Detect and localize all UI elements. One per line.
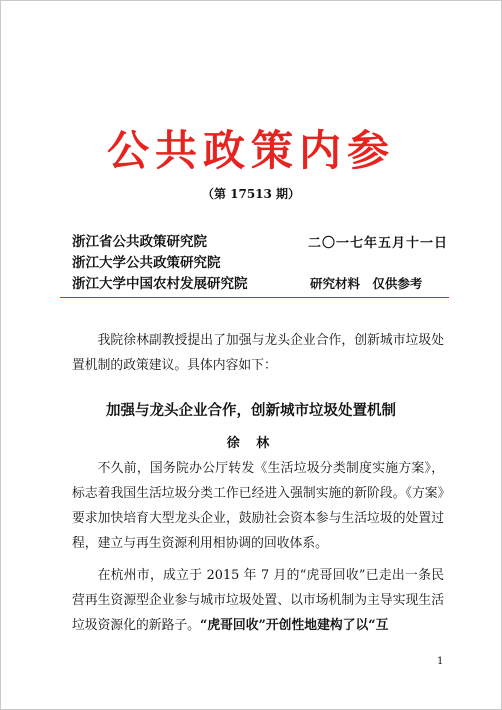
header-divider bbox=[60, 297, 449, 298]
publisher-org: 浙江大学中国农村发展研究院 bbox=[72, 276, 248, 292]
body-paragraph: 不久前，国务院办公厅转发《生活垃圾分类制度实施方案》，标志着我国生活垃圾分类工作已经进入强制实施的新阶段。《方案》要求加快培育大型龙头企业，鼓励社会资本参与生活垃圾的处置过程，建立与再生资源利用相协调的回收体系。 bbox=[72, 461, 444, 551]
bulletin-title: 公共政策内参 bbox=[106, 126, 395, 175]
reference-note: 研究材料 仅供参考 bbox=[310, 276, 423, 291]
article-author: 徐 林 bbox=[226, 436, 276, 451]
intro-paragraph: 我院徐林副教授提出了加强与龙头企业合作，创新城市垃圾处置机制的政策建议。具体内容如下： bbox=[72, 333, 444, 373]
article-title: 加强与龙头企业合作，创新城市垃圾处置机制 bbox=[106, 403, 396, 419]
publisher-org: 浙江大学公共政策研究院 bbox=[72, 255, 221, 271]
body-text-bold: “虎哥回收”开创性地建构了以“互 bbox=[199, 618, 389, 633]
issue-number: （第 17513 期） bbox=[201, 187, 301, 201]
page-number: 1 bbox=[437, 656, 444, 667]
publisher-org: 浙江省公共政策研究院 bbox=[72, 234, 207, 250]
publish-date: 二〇一七年五月十一日 bbox=[308, 236, 449, 251]
body-paragraph bbox=[72, 563, 444, 638]
publisher-list bbox=[72, 232, 248, 295]
body-text: 在杭州市，成立于 2015 年 7 月的“虎哥回收”已走出一条民营再生资源型企业参与城市垃圾处置、以市场机制为主导实现生活垃圾资源化的新路子。 bbox=[72, 568, 444, 633]
